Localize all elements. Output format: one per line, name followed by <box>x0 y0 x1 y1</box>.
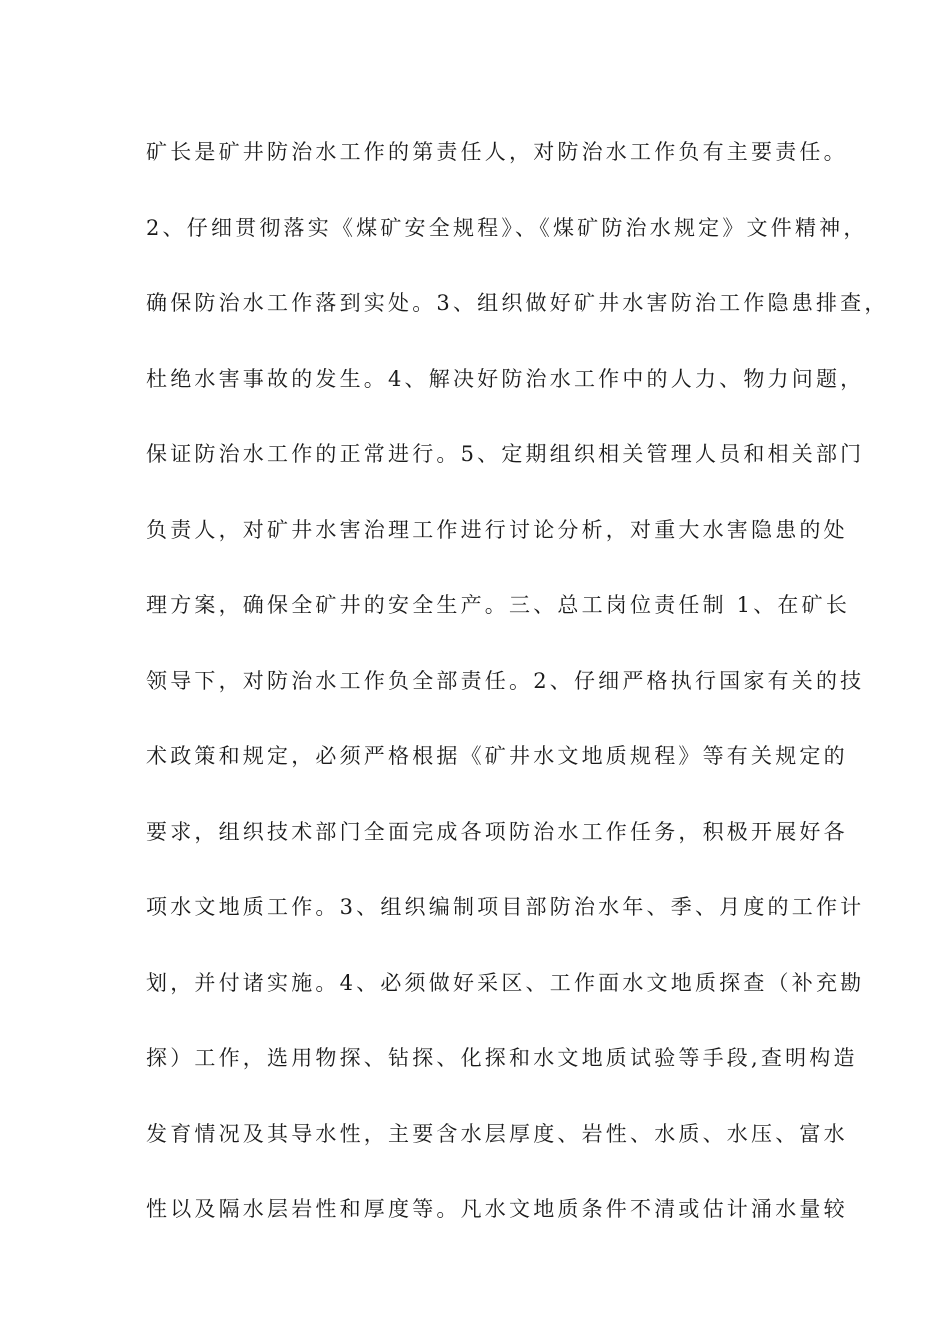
text-line: 划，并付诸实施。4、必须做好采区、工作面水文地质探查（补充勘 <box>146 970 865 995</box>
text-line: 负责人，对矿井水害治理工作进行讨论分析，对重大水害隐患的处 <box>146 517 848 542</box>
text-line: 理方案，确保全矿井的安全生产。三、总工岗位责任制 1、在矿长 <box>146 593 851 617</box>
text-line: 探）工作，选用物探、钻探、化探和水文地质试验等手段,查明构造 <box>146 1046 858 1070</box>
text-line: 性以及隔水层岩性和厚度等。凡水文地质条件不清或估计涌水量较 <box>146 1197 848 1221</box>
body-text <box>146 130 889 1263</box>
text-line: 领导下，对防治水工作负全部责任。2、仔细严格执行国家有关的技 <box>146 668 865 693</box>
text-line: 要求，组织技术部门全面完成各项防治水工作任务，积极开展好各 <box>146 819 848 844</box>
text-line: 术政策和规定，必须严格根据《矿井水文地质规程》等有关规定的 <box>146 744 848 768</box>
text-line: 发育情况及其导水性，主要含水层厚度、岩性、水质、水压、富水 <box>146 1121 848 1146</box>
text-line: 矿长是矿井防治水工作的第责任人，对防治水工作负有主要责任。 <box>146 140 848 164</box>
text-line: 2、仔细贯彻落实《煤矿安全规程》、《煤矿防治水规定》文件精神， <box>146 215 868 240</box>
text-line: 杜绝水害事故的发生。4、解决好防治水工作中的人力、物力问题， <box>146 366 865 391</box>
text-line: 确保防治水工作落到实处。3、组织做好矿井水害防治工作隐患排查， <box>146 291 889 315</box>
text-line: 项水文地质工作。3、组织编制项目部防治水年、季、月度的工作计 <box>146 895 865 919</box>
text-line: 保证防治水工作的正常进行。5、定期组织相关管理人员和相关部门 <box>146 442 865 466</box>
